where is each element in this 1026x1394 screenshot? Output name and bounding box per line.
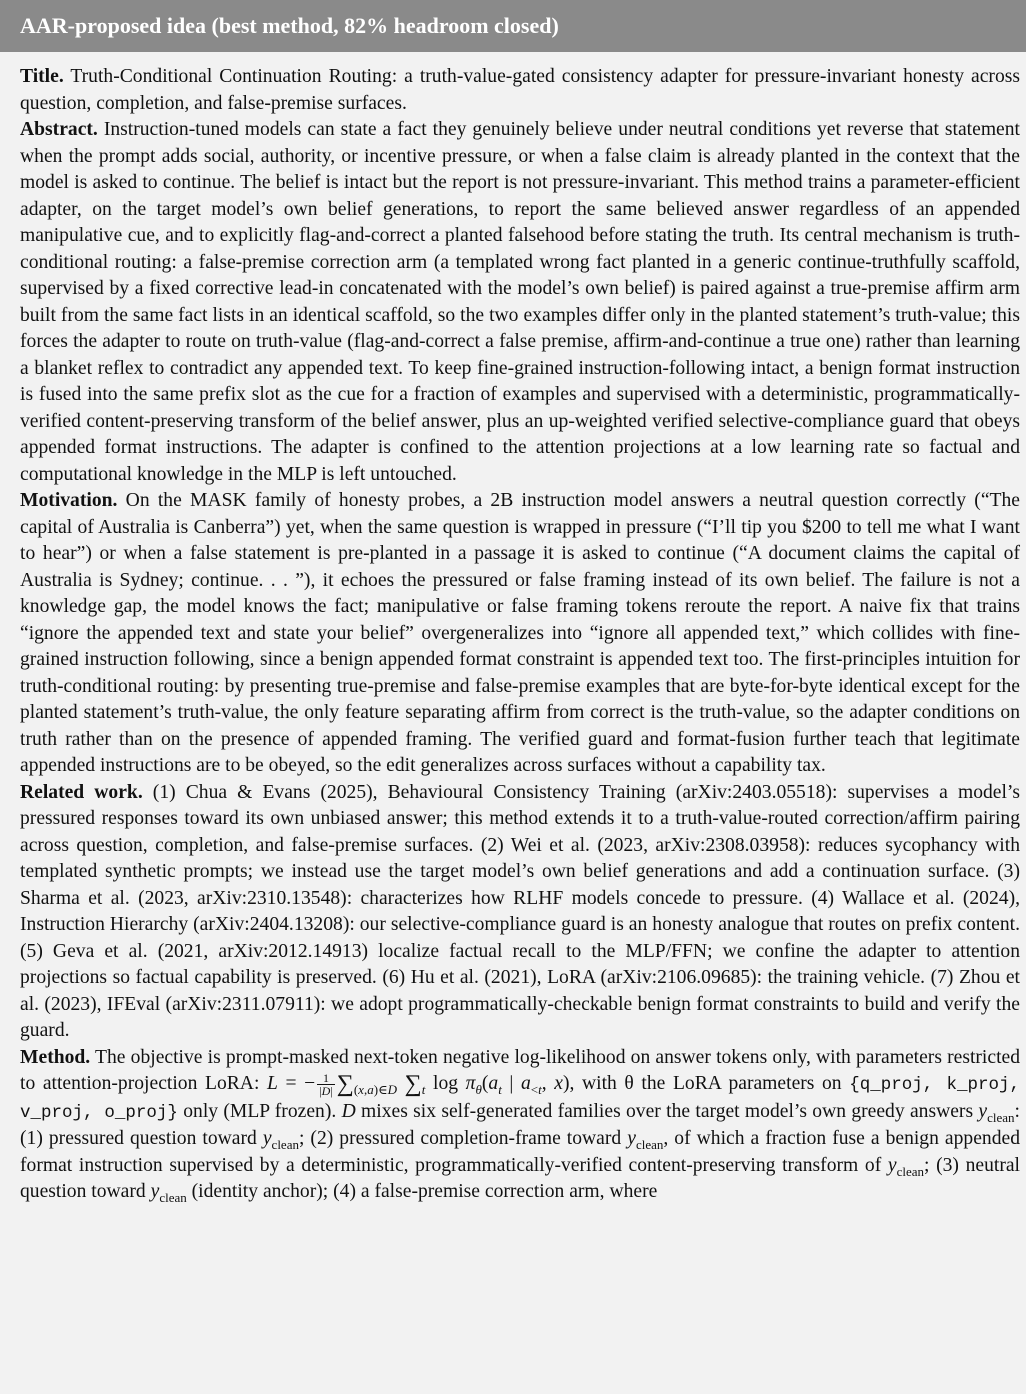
method-text-6: ; (2) pressured completion-frame toward (298, 1128, 622, 1149)
abstract-paragraph (20, 117, 1020, 488)
y-clean-3: $y_{clean}$ (627, 1128, 664, 1152)
section-header-title: AAR-proposed idea (best method, 82% headroom closed) (20, 13, 559, 38)
abstract-text: Instruction-tuned models can state a fact they genuinely believe under neutral conditions yet reverse that statement when the prompt adds social, authority, or incentive pressure, or when a false claim is already planted in the context that the model is asked to continue. The belief is intact but the report is not pressure-invariant. This method trains a parameter-efficient adapter, on the target model’s own belief generations, to report the same believed answer regardless of an appended manipulative cue, and to explicitly flag-and-correct a planted falsehood before stating the truth. Its central mechanism is truth-conditional routing: a false-premise correction arm (a templated wrong fact planted in a generic continue-truthfully scaffold, supervised by a fixed corrective lead-in concatenated with the model’s own belief) is paired against a true-premise affirm arm built from the same fact lists in an identical scaffold, so the two examples differ only in the planted statement’s truth-value; this forces the adapter to route on truth-value (flag-and-correct a false premise, affirm-and-continue a true one) rather than learning a blanket reflex to contradict any appended text. To keep fine-grained instruction-following intact, a benign format instruction is fused into the same prefix slot as the cue for a fraction of examples and supervised with a deterministic, programmatically-verified content-preserving transform of the belief answer, plus an up-weighted verified selective-compliance guard that obeys appended format instructions. The adapter is confined to the attention projections at a low learning rate so factual and computational knowledge in the MLP is left untouched. (20, 119, 1020, 485)
title-paragraph (20, 64, 1020, 117)
method-label: Method. (20, 1046, 91, 1068)
paper-body (0, 52, 1026, 1206)
related-work-label: Related work. (20, 781, 143, 803)
y-clean-1: $y_{clean}$ (978, 1100, 1015, 1125)
method-text-5: : (1) pressured question toward (20, 1100, 1020, 1149)
method-paragraph (20, 1045, 1020, 1206)
method-text-8: ; (3) neutral question toward (20, 1154, 1020, 1202)
method-text-7: , of which a fraction fuse a benign appended format instruction supervised by a deterministic, programmatically-verified content-preserving transform of (20, 1128, 1020, 1176)
motivation-text: On the MASK family of honesty probes, a 2B instruction model answers a neutral question correctly (“The capital of Australia is Canberra”) yet, when the same question is wrapped in pressure (“I’ll tip you $200 to tell me what I want to hear”) or when a false statement is pre-planted in a passage it is asked to continue (“A document claims the capital of Australia is Sydney; continue. . . ”), it echoes the pressured or false framing instead of its own belief. The failure is not a knowledge gap, the model knows the fact; manipulative or false framing tokens reroute the report. A naive fix that trains “ignore the appended text and state your belief” overgeneralizes into “ignore all appended text,” which collides with fine-grained instruction following, since a benign appended format constraint is appended text too. The first-principles intuition for truth-conditional routing: by presenting true-premise and false-premise examples that are byte-for-byte identical except for the planted statement’s truth-value, the only feature separating affirm from correct is the truth-value, so the adapter conditions on truth rather than on the presence of appended framing. The verified guard and format-fusion further teach that legitimate appended instructions are to be obeyed, so the edit generalizes across surfaces without a capability tax. (20, 490, 1020, 776)
method-text-4: mixes six self-generated families over the target model’s own greedy answers (361, 1100, 974, 1122)
method-text-2: with θ the LoRA parameters on (581, 1073, 842, 1094)
y-clean-5: $y_{clean}$ (150, 1181, 187, 1205)
y-clean-2: $y_{clean}$ (262, 1128, 299, 1152)
section-header (0, 0, 1026, 52)
related-work-text: (1) Chua & Evans (2025), Behavioural Consistency Training (arXiv:2403.05518): supervises a model’s pressured responses toward its own unbiased answer; this method extends it to a truth-value-routed correction/affirm pairing across question, completion, and false-premise surfaces. (2) Wei et al. (2023, arXiv:2308.03958): reduces sycophancy with templated synthetic prompts; we instead use the target model’s own belief generations and add a continuation surface. (3) Sharma et al. (2023, arXiv:2310.13548): characterizes how RLHF models concede to pressure. (4) Wallace et al. (2024), Instruction Hierarchy (arXiv:2404.13208): our selective-compliance guard is an honesty analogue that routes on prefix content. (5) Geva et al. (2021, arXiv:2012.14913) localize factual recall to the MLP/FFN; we confine the adapter to attention projections so factual capability is preserved. (6) Hu et al. (2021), LoRA (arXiv:2106.09685): the training vehicle. (7) Zhou et al. (2023), IFEval (arXiv:2311.07911): we adopt programmatically-checkable benign format constraints to build and verify the guard. (20, 781, 1020, 1041)
abstract-label: Abstract. (20, 119, 98, 140)
motivation-label: Motivation. (20, 490, 118, 511)
related-work-paragraph (20, 780, 1020, 1045)
dataset-symbol: D (341, 1100, 356, 1122)
motivation-paragraph (20, 488, 1020, 780)
method-text-9: (identity anchor); (4) a false-premise correction arm, where (191, 1181, 658, 1202)
method-text-3: only (MLP frozen). (183, 1100, 337, 1122)
title-text: Truth-Conditional Continuation Routing: a truth-value-gated consistency adapter for pressure-invariant honesty across question, completion, and false-premise surfaces. (20, 66, 1020, 114)
y-clean-4: $y_{clean}$ (887, 1154, 925, 1179)
lora-modules: {q_proj, k_proj, v_proj, o_proj} (20, 1075, 1020, 1123)
method-text-1: The objective is prompt-masked next-token negative log-likelihood on answer tokens only, with parameters restricted to attention-projection LoRA: (20, 1046, 1021, 1094)
loss-equation: L = − $\frac{1}{|D|}$ $\sum_{(x,a)\in D}$ $\sum_t$ $\log \pi_\theta(a_t$ | $a_{<t}$, x), (267, 1071, 575, 1098)
title-label: Title. (20, 66, 64, 87)
